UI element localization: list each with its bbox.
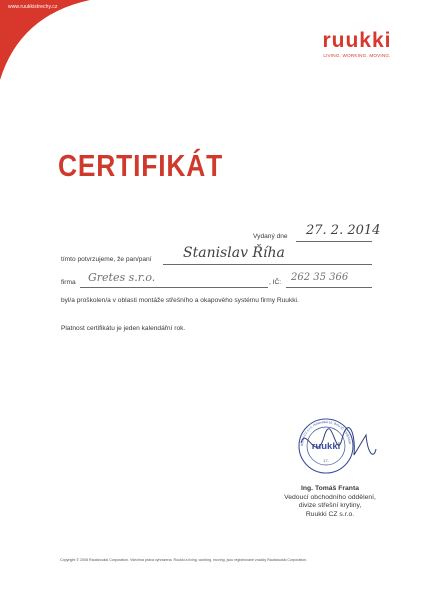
logo-word: ruukki <box>322 29 392 52</box>
issued-date: 27. 2. 2014 <box>306 223 381 238</box>
company-name: Gretes s.r.o. <box>88 271 156 284</box>
stamp-number: 17. <box>323 458 329 463</box>
corner-url: www.ruukkistrechy.cz <box>8 4 58 10</box>
issued-label: Vydaný dne <box>253 233 288 240</box>
ic-label: , IČ: <box>269 279 282 286</box>
person-line <box>163 264 372 265</box>
corner-shape <box>0 0 90 80</box>
signer-role-1: Vedoucí obchodního oddělení, <box>284 493 376 501</box>
corner-decoration <box>0 0 90 80</box>
confirm-label: tímto potvrzujeme, že pan/paní <box>61 256 152 263</box>
ic-value: 262 35 366 <box>291 272 349 283</box>
logo-tagline: LIVING. WORKING. MOVING. <box>323 53 391 58</box>
signer-role-2: divize střešní krytiny, <box>298 502 362 510</box>
signer-name: Ing. Tomáš Franta <box>300 485 360 492</box>
signer-block <box>260 485 400 519</box>
signer-company: Ruukki CZ s.r.o. <box>305 510 355 518</box>
company-label: firma <box>61 279 76 286</box>
stamp-center-word: ruukki <box>311 441 341 452</box>
ic-line <box>286 287 372 288</box>
issued-line <box>296 241 372 242</box>
ruukki-logo <box>316 30 398 58</box>
stamp-ring-text: Ruukki CZ s.r.o. Holandská 10, Brno IČ: 25354450 <box>299 419 352 447</box>
company-stamp <box>296 415 378 477</box>
company-line <box>80 287 268 288</box>
trained-text: byl/a proškolen/a v oblasti montáže střešního a okapového systému firmy Ruukki. <box>61 297 299 304</box>
validity-text: Platnost certifikátu je jeden kalendářní rok. <box>61 325 186 332</box>
person-name: Stanislav Říha <box>183 245 285 261</box>
certificate-title: CERTIFIKÁT <box>58 148 224 183</box>
copyright-footer: Copyright © 2008 Rautaruukki Corporation. Všechna práva vyhrazena. Ruukki a living. working. moving. jsou registrované značky Rautaruukki Corporation. <box>60 558 308 562</box>
